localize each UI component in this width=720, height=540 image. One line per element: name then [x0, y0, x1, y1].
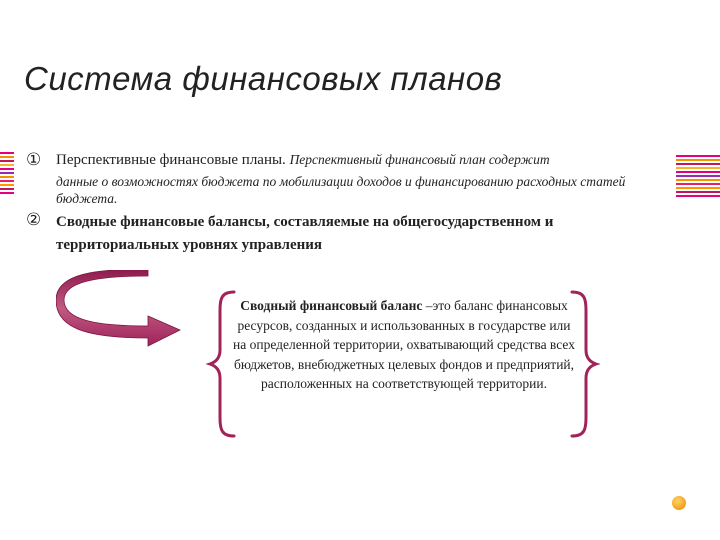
- stripe: [676, 171, 720, 173]
- stripe: [676, 167, 720, 169]
- stripe: [0, 152, 14, 154]
- bullet-2-text: Сводные финансовые балансы, составляемые на общегосударственном и территориальных уровнях управления: [56, 214, 554, 253]
- definition-term: Сводный финансовый баланс: [240, 298, 423, 313]
- stripe: [0, 184, 14, 186]
- bullet-marker-1: ①: [26, 150, 42, 170]
- definition-body: –это баланс финансовых ресурсов, созданных и использованных в государстве или на определенной территории, охватывающий средства всех бюджетов, внебюджетных целевых фондов и предприятий, расположенных на соответствующей территории.: [233, 298, 575, 391]
- stripe: [0, 160, 14, 162]
- definition-text: [232, 296, 576, 394]
- stripe-decoration-left: [0, 152, 14, 196]
- bullet-marker-2: ②: [26, 210, 42, 230]
- stripe-decoration-right: [676, 155, 720, 199]
- stripe: [0, 156, 14, 158]
- stripe: [676, 187, 720, 189]
- stripe: [0, 168, 14, 170]
- stripe: [0, 172, 14, 174]
- stripe: [0, 176, 14, 178]
- stripe: [676, 195, 720, 197]
- stripe: [676, 175, 720, 177]
- stripe: [0, 188, 14, 190]
- orange-dot-icon: [672, 496, 686, 510]
- stripe: [0, 164, 14, 166]
- stripe: [676, 179, 720, 181]
- definition-box: [206, 290, 600, 440]
- stripe: [676, 183, 720, 185]
- bullet-1-italic-first: Перспективный финансовый план содержит: [289, 152, 550, 167]
- stripe: [676, 191, 720, 193]
- stripe: [676, 163, 720, 165]
- bullet-1-continuation: данные о возможностях бюджета по мобилизации доходов и финансированию расходных статей бюджета.: [56, 174, 626, 206]
- curved-arrow-icon: [56, 270, 196, 370]
- bullet-1-line: [56, 152, 550, 169]
- bullet-1-lead: Перспективные финансовые планы.: [56, 152, 286, 168]
- stripe: [676, 159, 720, 161]
- stripe: [676, 155, 720, 157]
- stripe: [0, 192, 14, 194]
- stripe: [0, 180, 14, 182]
- slide-title: Система финансовых планов: [24, 60, 503, 97]
